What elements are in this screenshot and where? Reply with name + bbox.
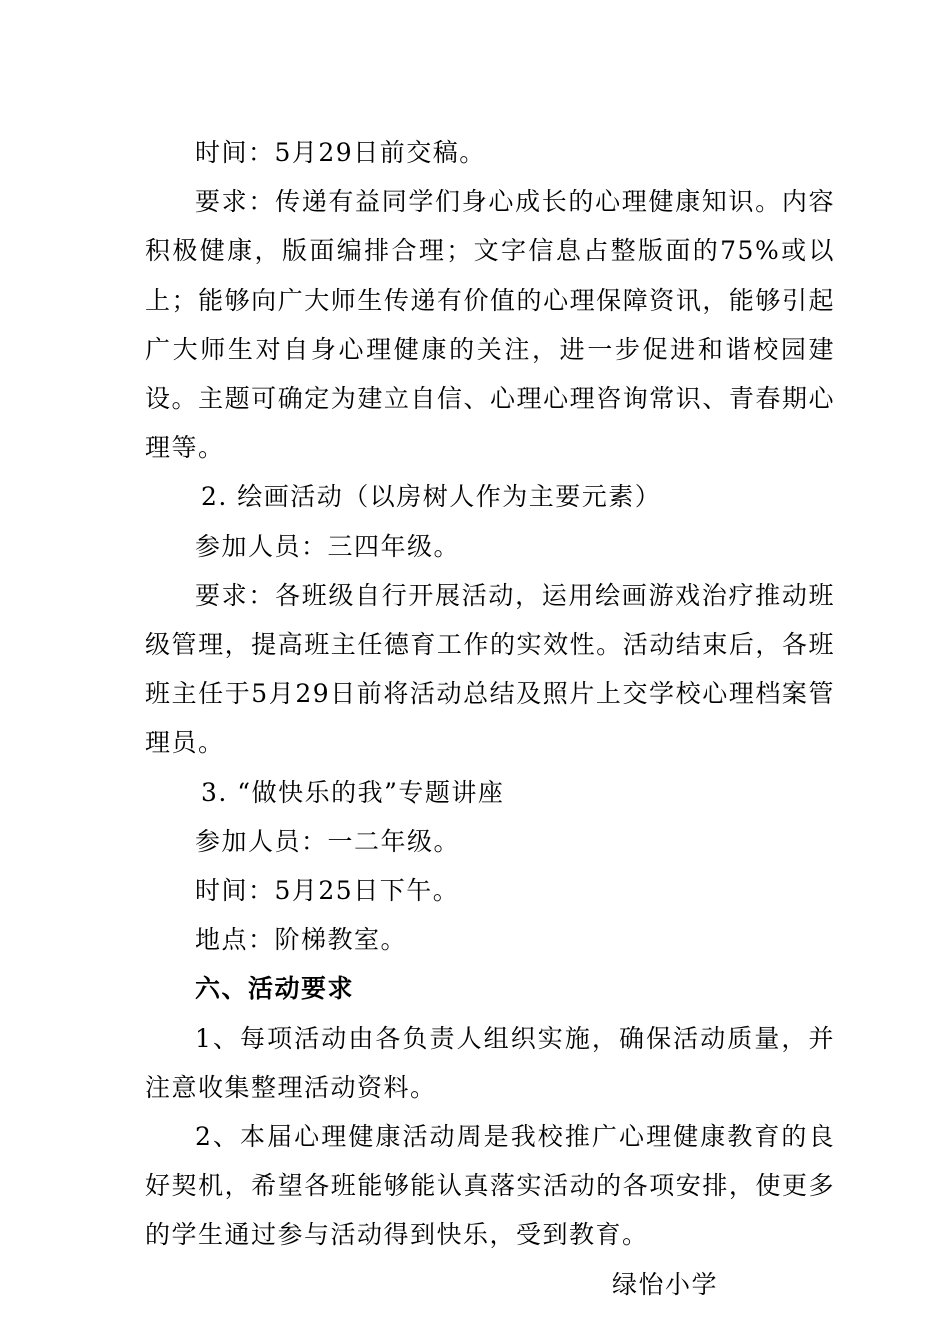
activity-2-requirements: 要求：各班级自行开展活动，运用绘画游戏治疗推动班级管理，提高班主任德育工作的实效性。活动结束后，各班班主任于5月29日前将活动总结及照片上交学校心理档案管理员。 [145,580,835,758]
activity-3-time: 时间：5月25日下午。 [195,876,460,906]
deadline-line: 时间：5月29日前交稿。 [195,138,486,167]
document-page [145,128,835,1309]
activity-3-title: 3. “做快乐的我”专题讲座 [201,777,505,807]
activity-2-participants: 参加人员：三四年级。 [195,531,461,561]
section-heading-requirements: 六、活动要求 [195,974,355,1004]
signature-school-name: 绿怡小学 [612,1269,719,1299]
newspaper-requirements: 要求：传递有益同学们身心成长的心理健康知识。内容积极健康，版面编排合理；文字信息占整版面的75%或以上；能够向广大师生传递有价值的心理保障资讯，能够引起广大师生对自身心理健康的关注，进一步促进和谐校园建设。主题可确定为建立自信、心理心理咨询常识、青春期心理等。 [145,187,835,463]
activity-3-location: 地点：阶梯教室。 [195,925,408,955]
requirement-2: 2、本届心理健康活动周是我校推广心理健康教育的良好契机，希望各班能够能认真落实活动的各项安排，使更多的学生通过参与活动得到快乐，受到教育。 [145,1122,835,1250]
requirement-1: 1、每项活动由各负责人组织实施，确保活动质量，并注意收集整理活动资料。 [145,1023,835,1102]
activity-2-title: 2. 绘画活动（以房树人作为主要元素） [201,482,662,512]
activity-3-participants: 参加人员：一二年级。 [195,826,461,856]
